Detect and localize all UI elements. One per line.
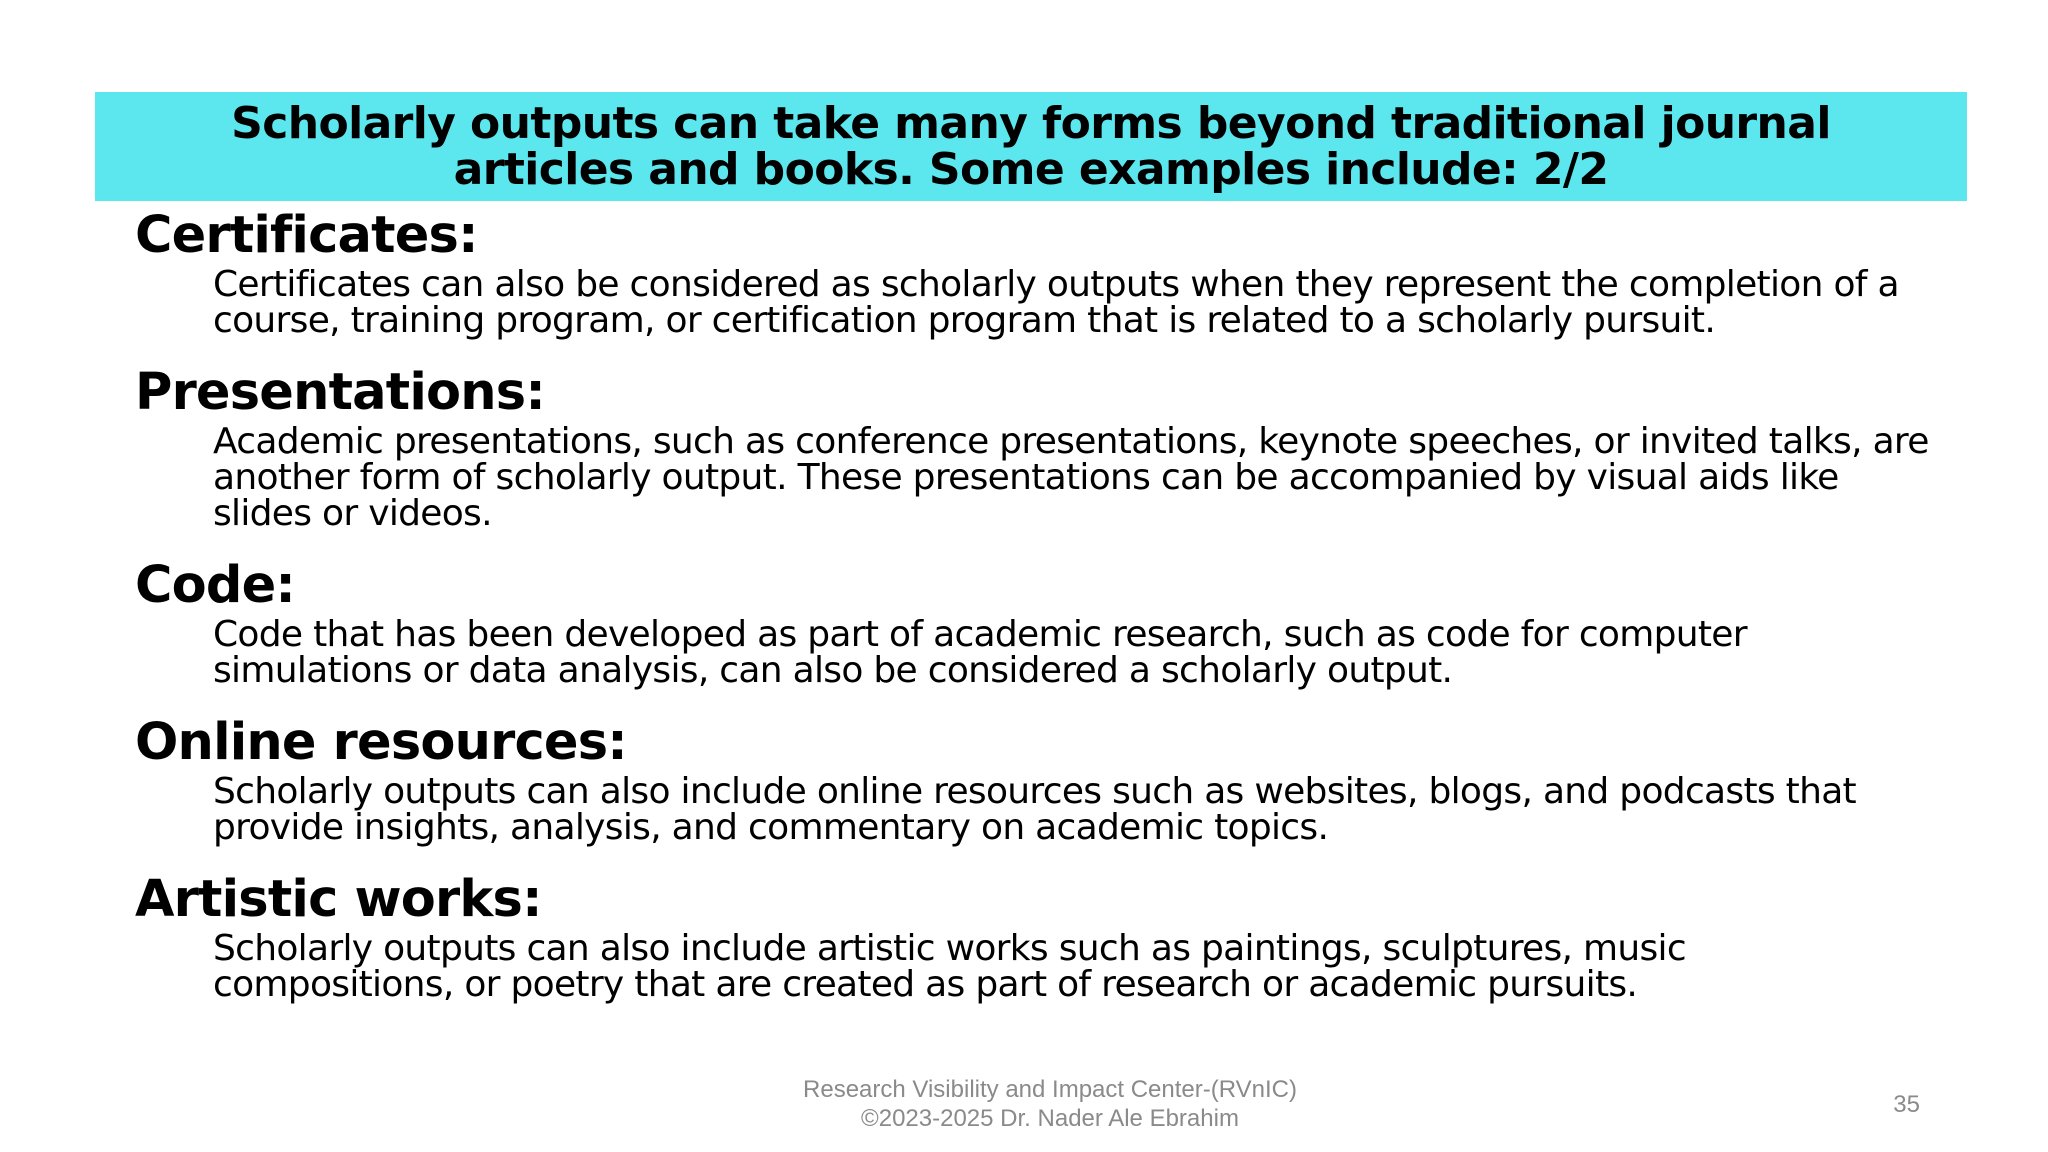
page-number: 35 [1893, 1091, 1920, 1118]
section-heading: Artistic works: [135, 870, 542, 929]
section-body: Code that has been developed as part of academic research, such as code for computer simulations or data analysis, can also be considered a scholarly output. [213, 614, 1747, 691]
title-banner [95, 92, 1967, 201]
slide-title: Scholarly outputs can take many forms beyond traditional journal articles and books. Some examples include: 2/2 [231, 97, 1831, 195]
footer [700, 1075, 1400, 1133]
footer-line-1: Research Visibility and Impact Center-(RVnIC) [803, 1076, 1297, 1103]
section-heading: Online resources: [135, 713, 627, 772]
section-online-resources [135, 712, 1935, 846]
section-presentations [135, 362, 1935, 532]
section-heading: Presentations: [135, 363, 545, 422]
section-body: Scholarly outputs can also include artistic works such as paintings, sculptures, music compositions, or poetry that are created as part of research or academic pursuits. [213, 928, 1686, 1005]
section-certificates [135, 205, 1935, 339]
section-heading: Certificates: [135, 206, 478, 265]
section-artistic-works [135, 869, 1935, 1003]
section-body: Academic presentations, such as conference presentations, keynote speeches, or invited talks, are another form of scholarly output. These presentations can be accompanied by visual aids like slides or videos. [213, 421, 1929, 534]
footer-line-2: ©2023-2025 Dr. Nader Ale Ebrahim [861, 1105, 1239, 1132]
section-code [135, 555, 1935, 689]
section-heading: Code: [135, 556, 295, 615]
section-body: Certificates can also be considered as scholarly outputs when they represent the completion of a course, training program, or certification program that is related to a scholarly pursuit. [213, 264, 1899, 341]
section-body: Scholarly outputs can also include online resources such as websites, blogs, and podcasts that provide insights, analysis, and commentary on academic topics. [213, 771, 1856, 848]
